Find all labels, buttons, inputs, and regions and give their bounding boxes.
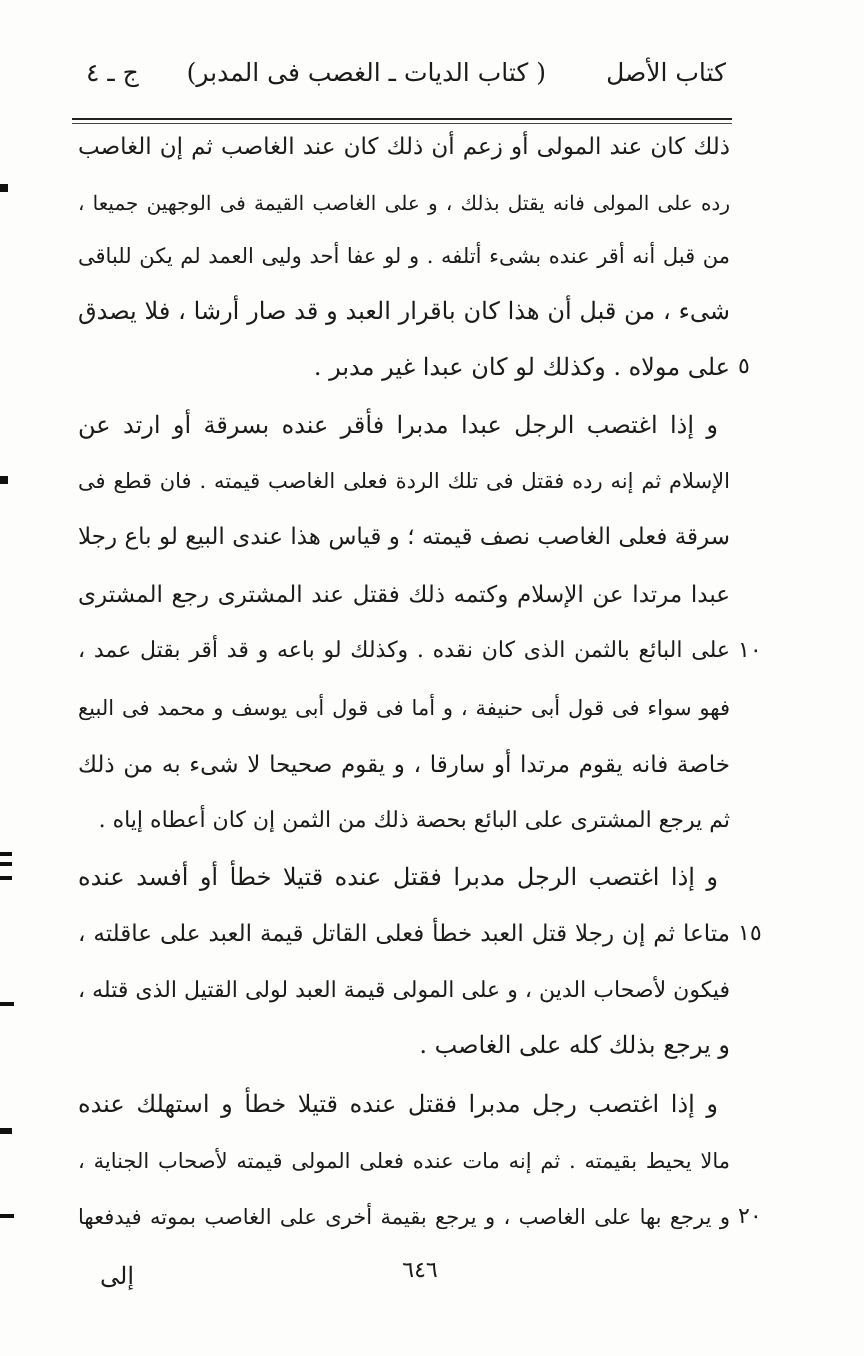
text-line: عبدا مرتدا عن الإسلام وكتمه ذلك فقتل عند المشترى رجع المشترى xyxy=(78,582,730,608)
text-line: رده على المولى فانه يقتل بذلك ، و على الغاصب القيمة فى الوجهين جميعا ، xyxy=(78,191,730,215)
text-line: ذلك كان عند المولى أو زعم أن ذلك كان عند الغاصب ثم إن الغاصب xyxy=(78,134,730,160)
text-line: و يرجع بذلك كله على الغاصب . xyxy=(419,1031,730,1059)
scan-mark xyxy=(0,184,8,192)
text-line: فيكون لأصحاب الدين ، و على المولى قيمة العبد لولى القتيل الذى قتله ، xyxy=(78,978,730,1003)
scan-mark xyxy=(0,476,8,484)
text-line: و إذا اغتصب الرجل عبدا مدبرا فأقر عنده بسرقة أو ارتد عن xyxy=(78,411,718,439)
text-line: الإسلام ثم إنه رده فقتل فى تلك الردة فعلى الغاصب قيمته . فان قطع فى xyxy=(78,469,730,493)
volume-number: ج ـ ٤ xyxy=(86,58,139,87)
scan-mark xyxy=(0,876,12,880)
text-line: فهو سواء فى قول أبى حنيفة ، و أما فى قول أبى يوسف و محمد فى البيع xyxy=(78,696,730,720)
line-number: ٥ xyxy=(738,354,750,379)
running-header-section: ( كتاب الديات ـ الغصب فى المدبر) xyxy=(186,58,546,87)
scan-mark xyxy=(0,1214,14,1218)
text-line: ثم يرجع المشترى على البائع بحصة ذلك من الثمن إن كان أعطاه إياه . xyxy=(98,808,730,833)
scan-mark xyxy=(0,862,12,866)
text-line: و إذا اغتصب الرجل مدبرا فقتل عنده قتيلا خطأ أو أفسد عنده xyxy=(78,863,718,891)
text-line: خاصة فانه يقوم مرتدا أو سارقا ، و يقوم صحيحا لا شىء به من ذلك xyxy=(78,752,730,778)
text-line: سرقة فعلى الغاصب نصف قيمته ؛ و قياس هذا عندى البيع لو باع رجلا xyxy=(78,524,730,550)
text-line: من قبل أنه أقر عنده بشىء أتلفه . و لو عفا أحد وليى العمد لم يكن للباقى xyxy=(78,244,730,268)
text-line: على البائع بالثمن الذى كان نقده . وكذلك لو باعه و قد أقر بقتل عمد ، xyxy=(78,638,730,663)
line-number: ١٠ xyxy=(738,638,762,663)
page-number: ٦٤٦ xyxy=(402,1258,438,1283)
catchword: إلى xyxy=(100,1262,134,1290)
line-number: ٢٠ xyxy=(738,1204,762,1229)
scan-mark xyxy=(0,1002,14,1006)
text-line: و إذا اغتصب رجل مدبرا فقتل عنده قتيلا خطأ و استهلك عنده xyxy=(78,1090,718,1118)
line-number: ١٥ xyxy=(738,921,762,946)
text-line: و يرجع بها على الغاصب ، و يرجع بقيمة أخرى على الغاصب بموته فيدفعها xyxy=(78,1205,730,1229)
scan-mark xyxy=(0,852,12,856)
text-line: على مولاه . وكذلك لو كان عبدا غير مدبر . xyxy=(313,353,730,381)
scan-mark xyxy=(0,1128,12,1134)
book-title: كتاب الأصل xyxy=(606,58,726,87)
header-rule xyxy=(72,118,732,120)
text-line: شىء ، من قبل أن هذا كان باقرار العبد و قد صار أرشا ، فلا يصدق xyxy=(78,297,730,325)
text-line: مالا يحيط بقيمته . ثم إنه مات عنده فعلى المولى قيمته لأصحاب الجناية ، xyxy=(78,1149,730,1173)
text-line: متاعا ثم إن رجلا قتل العبد خطأ فعلى القاتل قيمة العبد على عاقلته ، xyxy=(78,921,730,947)
header-rule-thin xyxy=(72,123,732,124)
